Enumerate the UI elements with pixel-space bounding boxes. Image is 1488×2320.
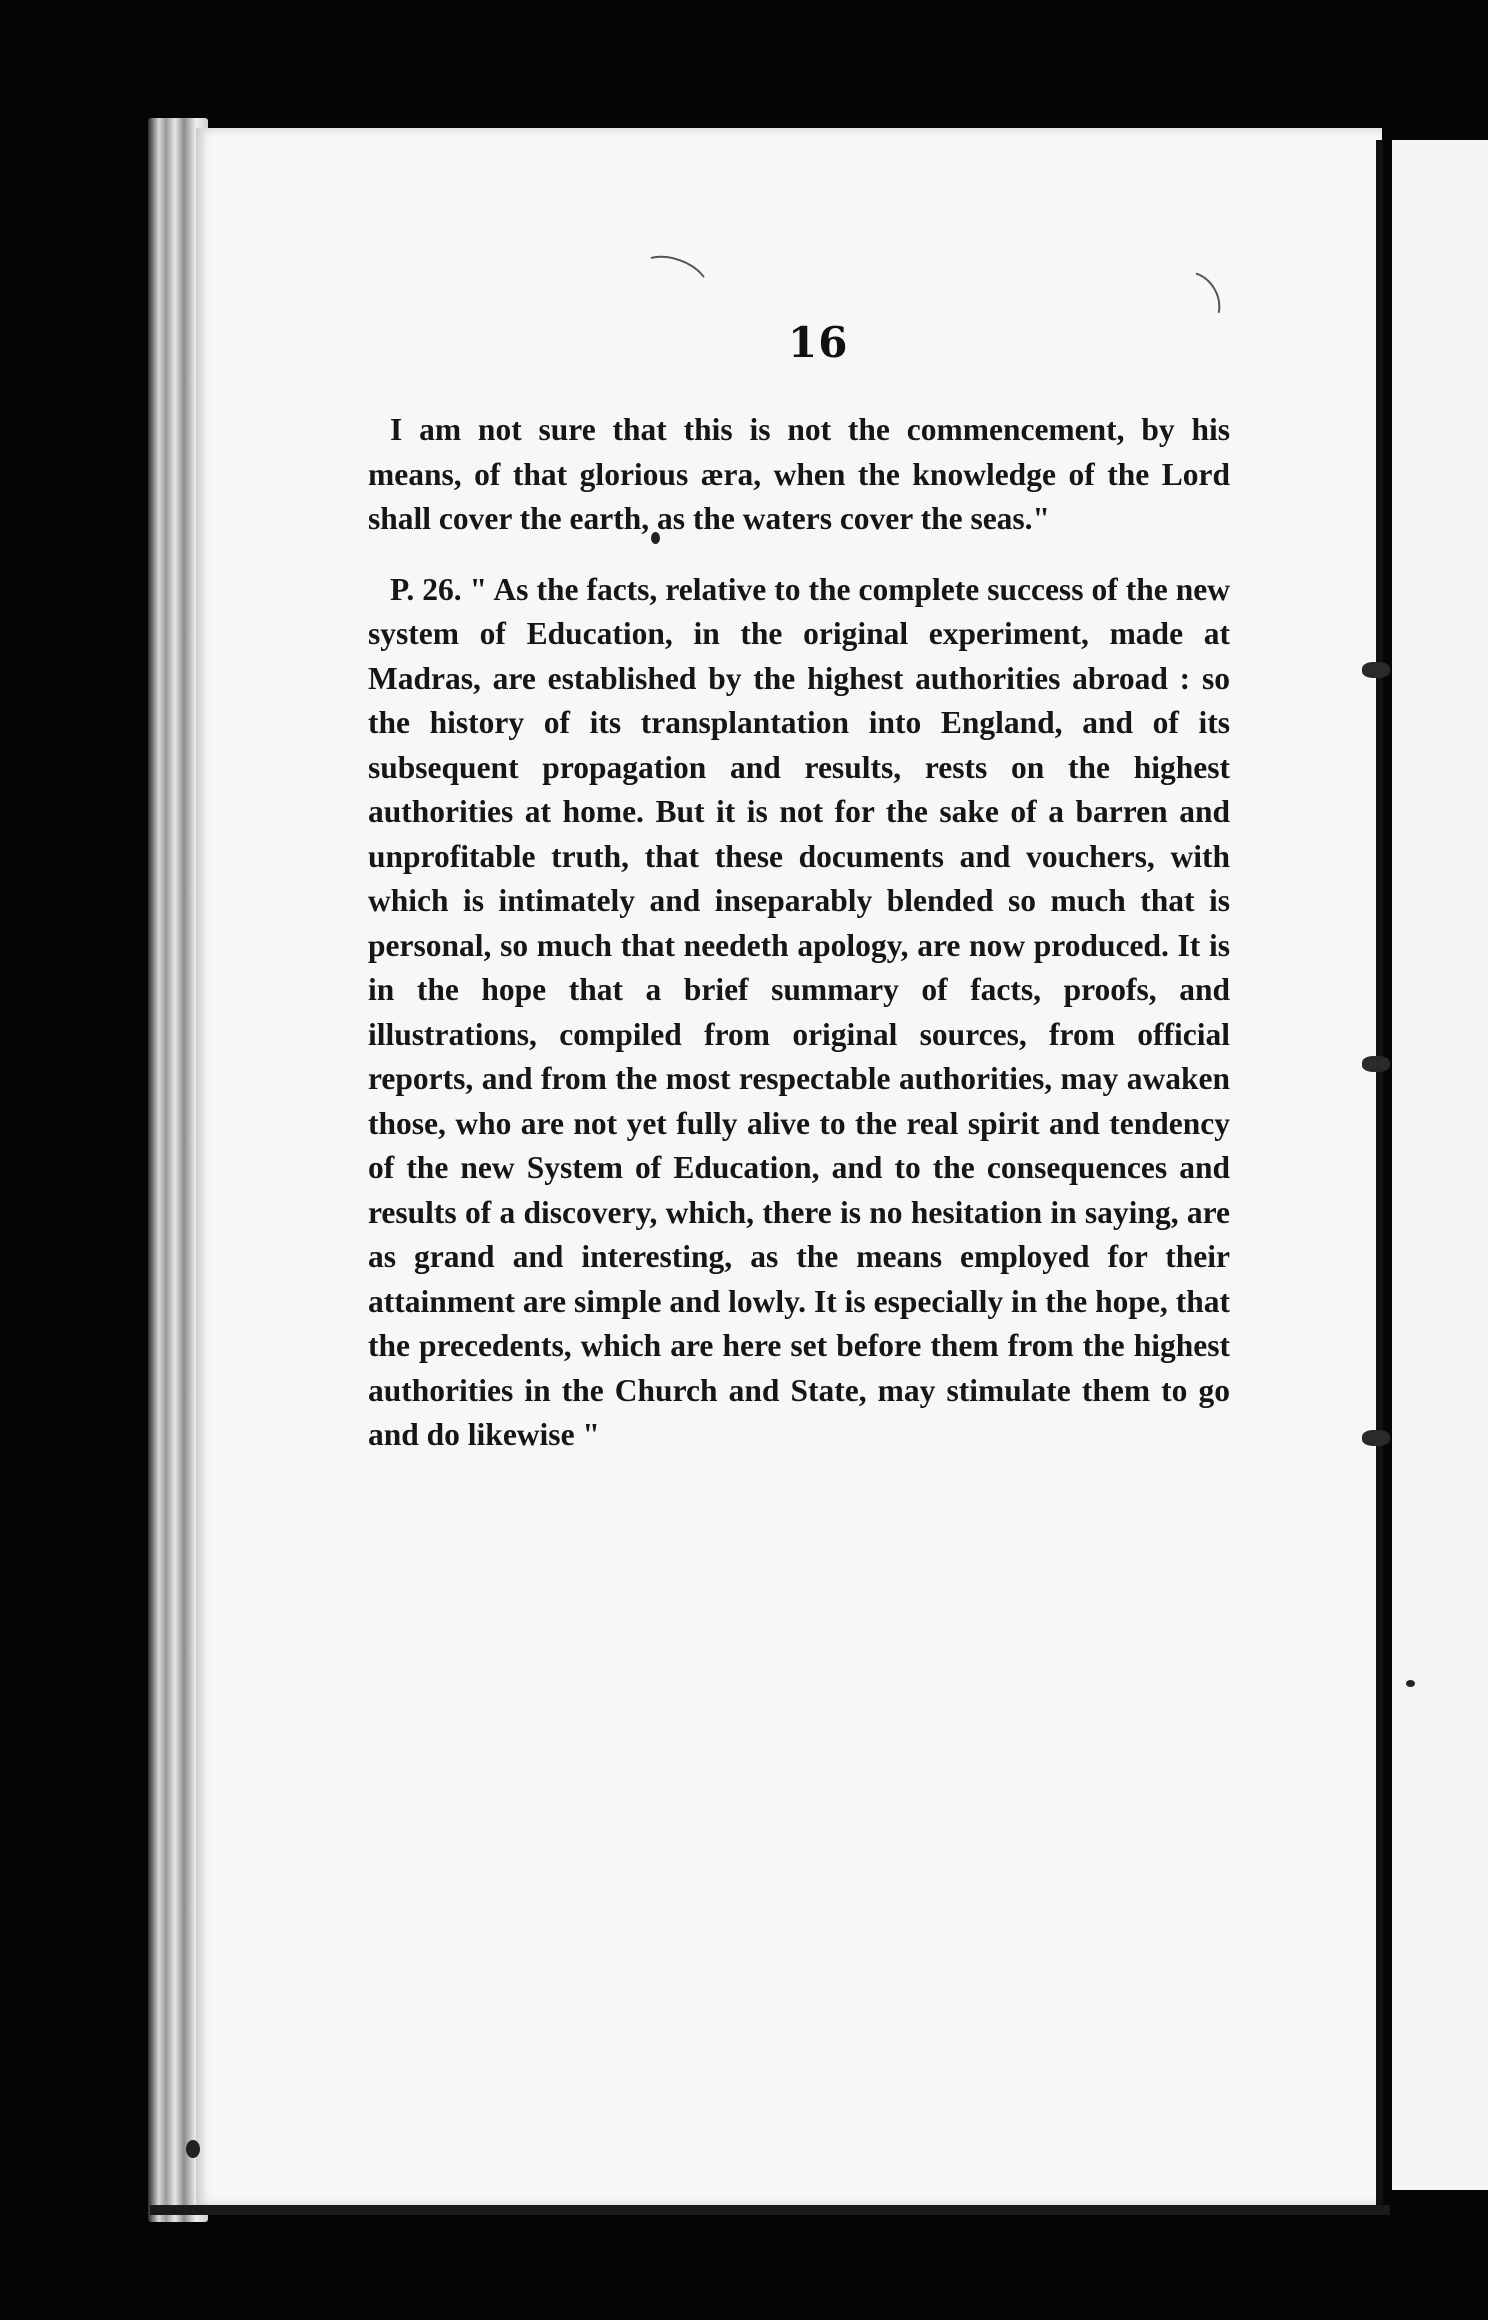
binding-gutter xyxy=(1376,140,1383,2210)
body-text xyxy=(368,408,1230,1458)
facing-page-strip xyxy=(1392,140,1488,2190)
binding-stitch xyxy=(1362,1430,1390,1446)
paragraph-1: I am not sure that this is not the commencement, by his means, of that glorious æra, when the knowledge of the Lord shall cover the earth, as the waters cover the seas." xyxy=(368,412,1230,536)
page-number: 16 xyxy=(788,318,849,367)
binding-stitch xyxy=(1362,1056,1390,1072)
page-bottom-edge xyxy=(150,2205,1390,2215)
ink-speck xyxy=(186,2140,200,2158)
binding-stitch xyxy=(1362,662,1390,678)
ink-speck xyxy=(1406,1680,1415,1687)
paragraph-2: P. 26. " As the facts, relative to the complete success of the new system of Education, in the original experiment, made at Madras, are established by the highest authorities abroad : so the history of its transplantation into England, and of its subsequent propagation and results, rests on the highest authorities at home. But it is not for the sake of a barren and unprofitable truth, that these documents and vouchers, with which is intimately and inseparably blended so much that is personal, so much that needeth apology, are now produced. It is in the hope that a brief summary of facts, proofs, and illustrations, compiled from original sources, from official reports, and from the most respectable authorities, may awaken those, who are not yet fully alive to the real spirit and tendency of the new System of Education, and to the consequences and results of a discovery, which, there is no hesitation in saying, are as grand and interesting, as the means employed for their attainment are simple and lowly. It is especially in the hope, that the precedents, which are here set before them from the highest authorities in the Church and State, may stimulate them to go and do likewise " xyxy=(368,571,1230,1452)
